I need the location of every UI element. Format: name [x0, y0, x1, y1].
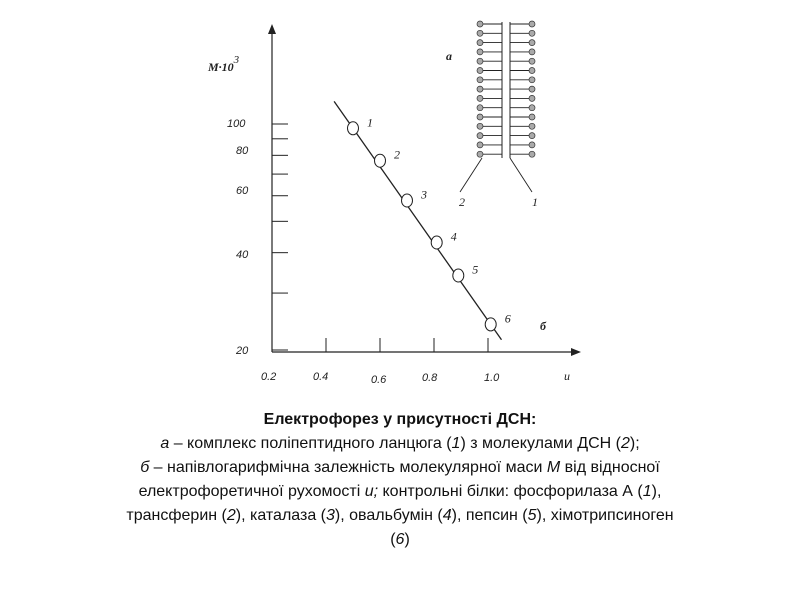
caption-e-open: (	[390, 531, 396, 548]
caption-a-text1: – комплекс поліпептидного ланцюга (	[169, 435, 452, 452]
caption-line-d	[30, 504, 770, 528]
sds-head-left	[477, 68, 483, 74]
caption-d-text1: трансферин (	[126, 507, 227, 524]
panel-a-label: а	[446, 49, 452, 63]
x-tick-label-0.2: 0.2	[261, 371, 277, 383]
sds-head-right	[529, 142, 535, 148]
caption-c-text2: контрольні білки: фосфорилаза А (	[378, 483, 643, 500]
y-tick-label-40: 40	[236, 249, 249, 261]
inset-pointer-2	[460, 158, 482, 192]
caption-d-n5: 5	[527, 507, 537, 524]
data-point-label-4: 4	[450, 229, 457, 244]
sds-head-left	[477, 142, 483, 148]
sds-head-right	[529, 133, 535, 139]
data-point-6	[485, 318, 496, 331]
caption-a-text3: );	[629, 435, 640, 452]
figure-caption	[30, 408, 770, 552]
inset-pointer-1	[510, 158, 532, 192]
y-axis-label	[207, 54, 240, 74]
sds-head-right	[529, 151, 535, 157]
sds-head-left	[477, 40, 483, 46]
sds-head-left	[477, 77, 483, 83]
sds-head-right	[529, 40, 535, 46]
sds-head-left	[477, 49, 483, 55]
caption-d-n2: 2	[226, 507, 236, 524]
sds-head-left	[477, 86, 483, 92]
data-point-4	[431, 236, 442, 249]
y-axis-label-main: M	[208, 60, 219, 74]
inset-label-2: 2	[459, 195, 465, 209]
caption-e-close: )	[404, 531, 410, 548]
sds-head-right	[529, 30, 535, 36]
sds-head-right	[529, 68, 535, 74]
sds-head-right	[529, 49, 535, 55]
data-point-label-1: 1	[367, 115, 373, 130]
sds-head-left	[477, 123, 483, 129]
caption-c-u: u;	[364, 483, 379, 500]
y-axis-arrow	[268, 24, 276, 34]
caption-c-text1: електрофоретичної рухомості	[138, 483, 365, 500]
sds-head-right	[529, 77, 535, 83]
data-point-3	[402, 194, 413, 207]
caption-d-text3: ), овальбумін (	[334, 507, 443, 524]
y-axis-label-exp: 3	[233, 54, 240, 66]
caption-line-a	[30, 432, 770, 456]
caption-line-c	[30, 480, 770, 504]
data-point-5	[453, 269, 464, 282]
caption-d-n3: 3	[326, 507, 335, 524]
caption-line-e	[30, 528, 770, 552]
x-tick-marks	[326, 338, 488, 352]
sds-head-right	[529, 21, 535, 27]
sds-head-left	[477, 105, 483, 111]
sds-head-left	[477, 114, 483, 120]
caption-b-text2: від відносної	[560, 459, 660, 476]
y-tick-marks	[272, 124, 288, 350]
sds-head-left	[477, 151, 483, 157]
sds-head-right	[529, 123, 535, 129]
caption-b-m: М	[546, 459, 561, 476]
y-tick-label-60: 60	[236, 185, 249, 197]
data-point-2	[375, 154, 386, 167]
sds-head-right	[529, 95, 535, 101]
sds-head-left	[477, 21, 483, 27]
data-point-1	[348, 122, 359, 135]
caption-d-text5: ), хімотрипсиноген	[536, 507, 674, 524]
caption-e-n6: 6	[395, 531, 405, 548]
sds-head-right	[529, 114, 535, 120]
sds-head-left	[477, 133, 483, 139]
sds-complex-inset	[460, 21, 535, 192]
sds-head-right	[529, 58, 535, 64]
caption-d-text4: ), пепсин (	[451, 507, 528, 524]
x-tick-label-0.4: 0.4	[313, 371, 329, 383]
caption-a-n2: 2	[620, 435, 630, 452]
y-tick-label-80: 80	[236, 145, 249, 157]
caption-d-n4: 4	[442, 507, 452, 524]
sds-head-left	[477, 30, 483, 36]
x-tick-label-0.6: 0.6	[371, 374, 387, 386]
caption-c-text3: ),	[651, 483, 662, 500]
sds-head-right	[529, 105, 535, 111]
x-tick-label-1.0: 1.0	[484, 372, 500, 384]
data-point-label-6: 6	[504, 311, 511, 326]
fit-line	[334, 101, 501, 339]
panel-b-label: б	[540, 319, 546, 333]
x-axis-label: u	[564, 369, 570, 383]
inset-label-1: 1	[532, 195, 538, 209]
caption-c-n1: 1	[642, 483, 652, 500]
data-point-label-3: 3	[421, 187, 427, 202]
caption-b-text1: – напівлогарифмічна залежність молекулярної маси	[149, 459, 547, 476]
x-tick-label-0.8: 0.8	[422, 372, 438, 384]
caption-a-text2: ) з молекулами ДСН (	[460, 435, 621, 452]
sds-head-right	[529, 86, 535, 92]
caption-a-letter: а	[160, 435, 170, 452]
caption-b-letter: б	[140, 459, 150, 476]
x-axis-arrow	[571, 348, 581, 356]
fit-line-group	[334, 101, 501, 339]
caption-a-n1: 1	[451, 435, 461, 452]
y-tick-label-20: 20	[236, 345, 249, 357]
sds-head-left	[477, 95, 483, 101]
caption-line-b	[30, 456, 770, 480]
y-tick-label-100: 100	[227, 118, 246, 130]
y-axis-label-mult: ·10	[218, 60, 234, 74]
data-point-label-5: 5	[472, 262, 479, 277]
caption-title: Електрофорез у присутності ДСН:	[263, 411, 537, 428]
caption-d-text2: ), каталаза (	[235, 507, 327, 524]
data-points	[348, 115, 511, 331]
sds-head-left	[477, 58, 483, 64]
data-point-label-2: 2	[394, 147, 400, 162]
